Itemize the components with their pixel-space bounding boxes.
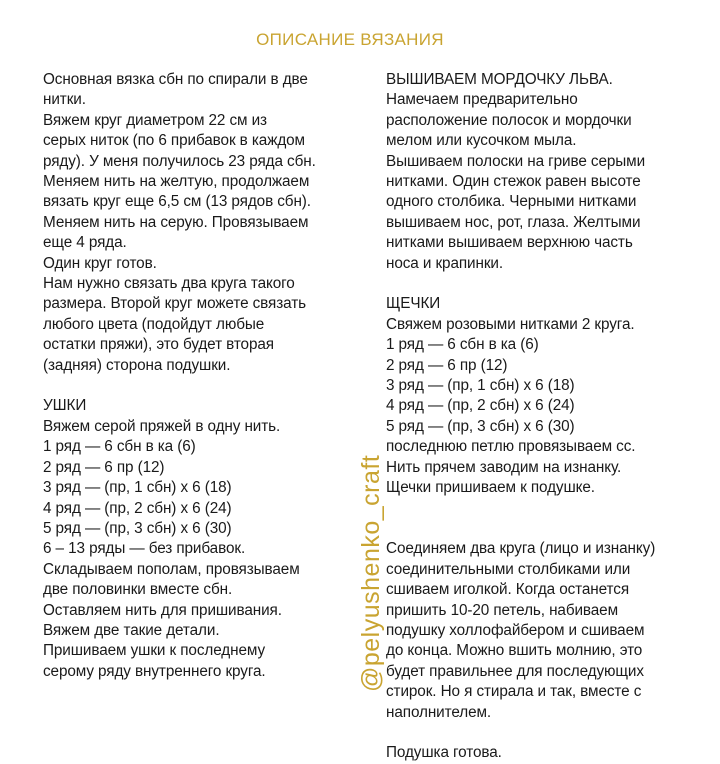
text-line: будет правильнее для последующих [386,662,644,680]
ears-heading: УШКИ [43,397,87,415]
text-line: 1 ряд — 6 сбн в ка (6) [386,336,539,354]
text-line: Вяжем серой пряжей в одну нить. [43,417,281,435]
text-line: 3 ряд — (пр, 1 сбн) х 6 (18) [43,479,232,497]
spacer [386,519,706,539]
text-line: 5 ряд — (пр, 3 сбн) х 6 (30) [386,417,575,435]
text-line: Соединяем два круга (лицо и изнанку) [386,540,656,558]
text-line: соединительными столбиками или [386,560,631,578]
text-line: Основная вязка сбн по спирали в две [43,71,308,88]
text-line: 2 ряд — 6 пр (12) [386,356,508,374]
intro-section [43,70,348,376]
text-line: нитками вышиваем верхнюю часть [386,234,633,252]
assembly-section [386,539,706,723]
text-line: стирок. Но я стирала и так, вместе с [386,683,642,701]
text-line: мелом или кусочком мыла. [386,132,577,150]
text-line: последнюю петлю провязываем сс. [386,438,636,456]
text-line: сшиваем иголкой. Когда останется [386,581,630,599]
text-line: (задняя) сторона подушки. [43,356,231,374]
text-line: размера. Второй круг можете связать [43,295,306,313]
text-line: Один круг готов. [43,254,157,272]
text-line: расположение полосок и мордочки [386,111,632,129]
text-line: любого цвета (подойдут любые [43,315,265,333]
face-section [386,70,706,274]
text-line: Складываем пополам, провязываем [43,560,300,578]
text-line: 6 – 13 ряды — без прибавок. [43,540,246,558]
spacer [386,723,706,743]
text-line: Нить прячем заводим на изнанку. [386,458,622,476]
text-line: ряду). У меня получилось 23 ряда сбн. [43,152,316,170]
text-line: Свяжем розовыми нитками 2 круга. [386,315,635,333]
text-line: Меняем нить на желтую, продолжаем [43,173,310,191]
text-line: подушку холлофайбером и сшиваем [386,621,645,639]
text-line: Намечаем предварительно [386,91,578,109]
text-line: еще 4 ряда. [43,234,127,252]
text-line: Вяжем две такие детали. [43,621,220,639]
text-line: одного столбика. Черными нитками [386,193,637,211]
spacer [386,499,706,519]
text-line: Вышиваем полоски на гриве серыми [386,152,646,170]
text-line: до конца. Можно вшить молнию, это [386,642,643,660]
text-line: наполнителем. [386,703,492,721]
text-line: Меняем нить на серую. Провязываем [43,213,309,231]
right-column [386,70,706,764]
text-line: вышиваем нос, рот, глаза. Желтыми [386,213,641,231]
text-line: Вяжем круг диаметром 22 см из [43,111,267,129]
text-line: остатки пряжи), это будет вторая [43,336,274,354]
text-line: пришить 10-20 петель, набиваем [386,601,619,619]
text-line: Щечки пришиваем к подушке. [386,479,595,497]
text-line: Пришиваем ушки к последнему [43,642,266,660]
spacer [386,274,706,294]
text-line: 4 ряд — (пр, 2 сбн) х 6 (24) [43,499,232,517]
spacer [43,376,348,396]
watermark-handle: @pelyushenko_craft [357,454,385,692]
text-line: 1 ряд — 6 сбн в ка (6) [43,438,196,456]
text-line: Нам нужно связать два круга такого [43,275,295,293]
cheeks-section [386,294,706,498]
text-line: 3 ряд — (пр, 1 сбн) х 6 (18) [386,377,575,395]
text-line: Оставляем нить для пришивания. [43,601,282,619]
text-line: нитки. [43,91,86,109]
text-line: 2 ряд — 6 пр (12) [43,458,165,476]
done-line: Подушка готова. [386,744,502,762]
face-heading: ВЫШИВАЕМ МОРДОЧКУ ЛЬВА. [386,71,613,88]
text-line: две половинки вместе сбн. [43,581,233,599]
text-line: 4 ряд — (пр, 2 сбн) х 6 (24) [386,397,575,415]
text-line: вязать круг еще 6,5 см (13 рядов сбн). [43,193,311,211]
page-title: ОПИСАНИЕ ВЯЗАНИЯ [256,30,444,49]
text-line: серому ряду внутреннего круга. [43,662,266,680]
cheeks-heading: ЩЕЧКИ [386,295,441,313]
text-line: 5 ряд — (пр, 3 сбн) х 6 (30) [43,519,232,537]
left-column [43,70,348,682]
text-line: серых ниток (по 6 прибавок в каждом [43,132,305,150]
ears-section [43,396,348,682]
text-line: носа и крапинки. [386,254,504,272]
text-line: нитками. Один стежок равен высоте [386,173,641,191]
